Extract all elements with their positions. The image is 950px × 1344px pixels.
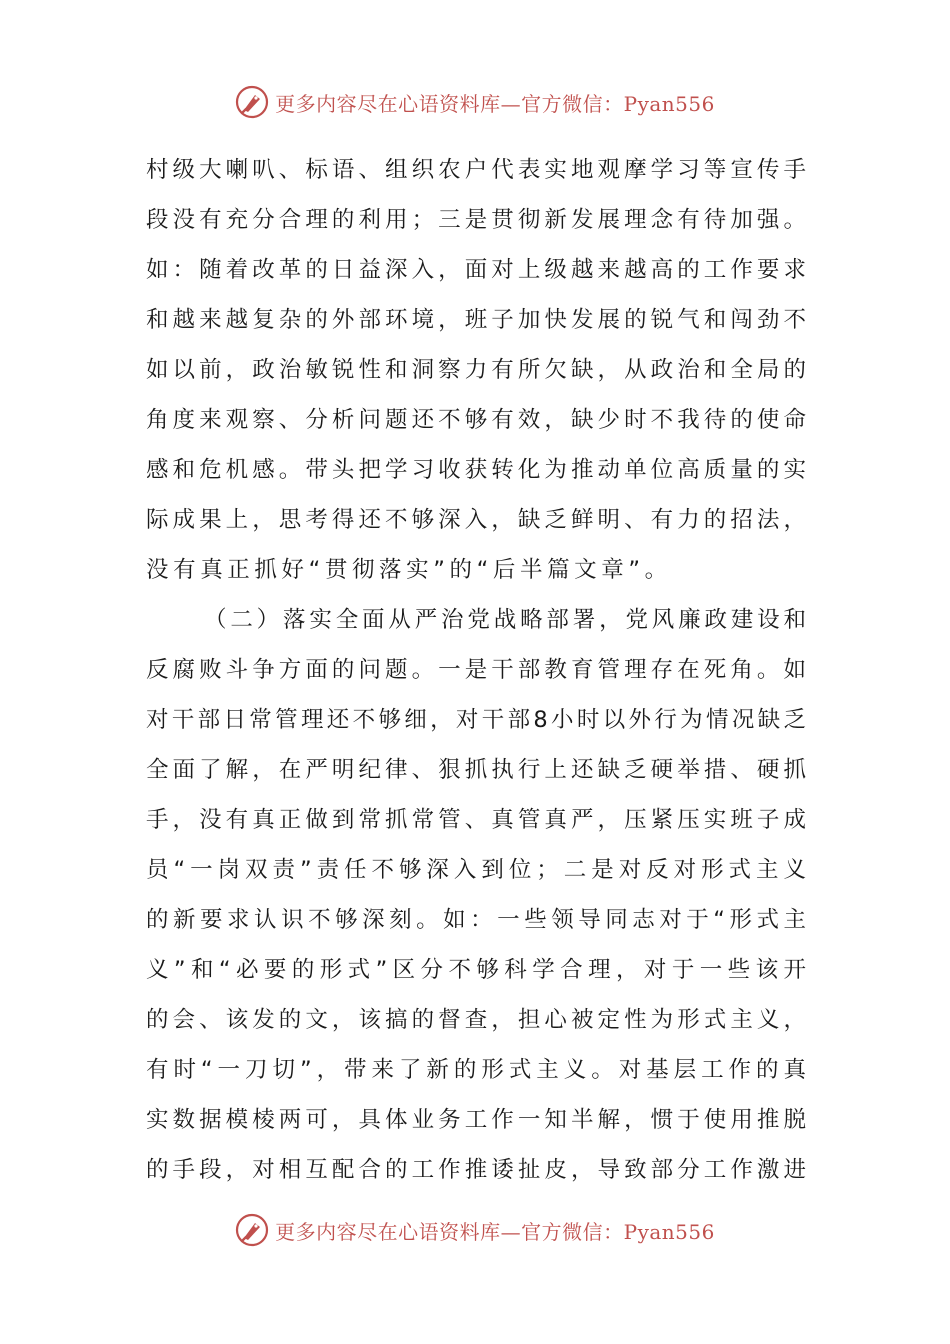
text-line: 没有真正抓好“贯彻落实”的“后半篇文章”。: [146, 557, 672, 583]
text-line: 义”和“必要的形式”区分不够科学合理，对于一些该开: [146, 957, 806, 983]
watermark-text: 更多内容尽在心语资料库—官方微信：Pyan556: [275, 1219, 715, 1244]
text-line: 际成果上，思考得还不够深入，缺乏鲜明、有力的招法，: [146, 507, 806, 533]
text-line: 手，没有真正做到常抓常管、真管真严，压紧压实班子成: [146, 807, 806, 833]
footer-watermark: [0, 1208, 950, 1252]
paragraph: [146, 595, 806, 1195]
text-line: 如：随着改革的日益深入，面对上级越来越高的工作要求: [146, 257, 806, 283]
text-line: 村级大喇叭、标语、组织农户代表实地观摩学习等宣传手: [146, 157, 806, 183]
text-line: 的手段，对相互配合的工作推诿扯皮，导致部分工作激进: [146, 1157, 806, 1183]
text-line: 实数据模棱两可，具体业务工作一知半解，惯于使用推脱: [146, 1107, 806, 1133]
text-line: 对干部日常管理还不够细，对干部8小时以外行为情况缺乏: [146, 707, 806, 733]
pen-nib-icon: [235, 1213, 269, 1247]
pen-nib-icon: [235, 85, 269, 119]
document-body: [146, 145, 806, 1195]
text-line: 和越来越复杂的外部环境，班子加快发展的锐气和闯劲不: [146, 307, 806, 333]
text-line: 的新要求认识不够深刻。如：一些领导同志对于“形式主: [146, 907, 806, 933]
text-line: （二）落实全面从严治党战略部署，党风廉政建设和: [204, 607, 806, 633]
text-line: 有时“一刀切”，带来了新的形式主义。对基层工作的真: [146, 1057, 806, 1083]
paragraph: [146, 145, 806, 595]
text-line: 段没有充分合理的利用；三是贯彻新发展理念有待加强。: [146, 207, 806, 233]
text-line: 的会、该发的文，该搞的督查，担心被定性为形式主义，: [146, 1007, 806, 1033]
text-line: 如以前，政治敏锐性和洞察力有所欠缺，从政治和全局的: [146, 357, 806, 383]
text-line: 员“一岗双责”责任不够深入到位；二是对反对形式主义: [146, 857, 806, 883]
text-line: 感和危机感。带头把学习收获转化为推动单位高质量的实: [146, 457, 806, 483]
text-line: 角度来观察、分析问题还不够有效，缺少时不我待的使命: [146, 407, 806, 433]
text-line: 反腐败斗争方面的问题。一是干部教育管理存在死角。如: [146, 657, 806, 683]
header-watermark: [0, 80, 950, 124]
text-line: 全面了解，在严明纪律、狠抓执行上还缺乏硬举措、硬抓: [146, 757, 806, 783]
watermark-text: 更多内容尽在心语资料库—官方微信：Pyan556: [275, 91, 715, 116]
